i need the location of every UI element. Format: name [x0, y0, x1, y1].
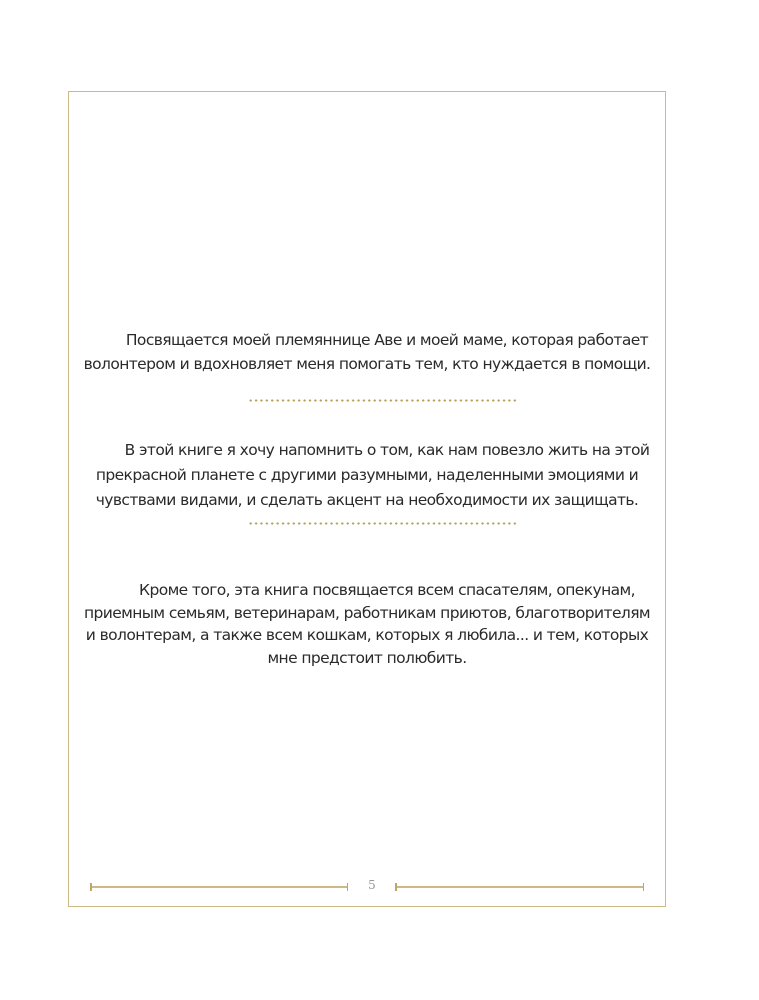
dedication-line: и волонтерам, а также всем кошкам, которых я любила... и тем, которых: [85, 626, 649, 644]
dotted-divider: [248, 399, 516, 402]
page-number: 5: [368, 878, 376, 892]
dedication-line: прекрасной планете с другими разумными, наделенными эмоциями и: [95, 466, 639, 484]
dedication-line: чувствами видами, и сделать акцент на необходимости их защищать.: [95, 491, 639, 509]
dedication-line: мне предстоит полюбить.: [267, 649, 467, 667]
dotted-divider: [248, 522, 516, 525]
dedication-line: приемным семьям, ветеринарам, работникам приютов, благотворителям: [83, 604, 651, 622]
footer-rule-left: [90, 886, 348, 888]
dedication-line: Посвящается моей племяннице Аве и моей маме, которая работает: [125, 331, 649, 349]
dedication-line: волонтером и вдохновляет меня помогать тем, кто нуждается в помощи.: [83, 355, 651, 373]
footer-rule-right: [395, 886, 644, 888]
dedication-line: Кроме того, эта книга посвящается всем спасателям, опекунам,: [139, 581, 635, 599]
dedication-line: В этой книге я хочу напомнить о том, как нам повезло жить на этой: [124, 441, 650, 459]
